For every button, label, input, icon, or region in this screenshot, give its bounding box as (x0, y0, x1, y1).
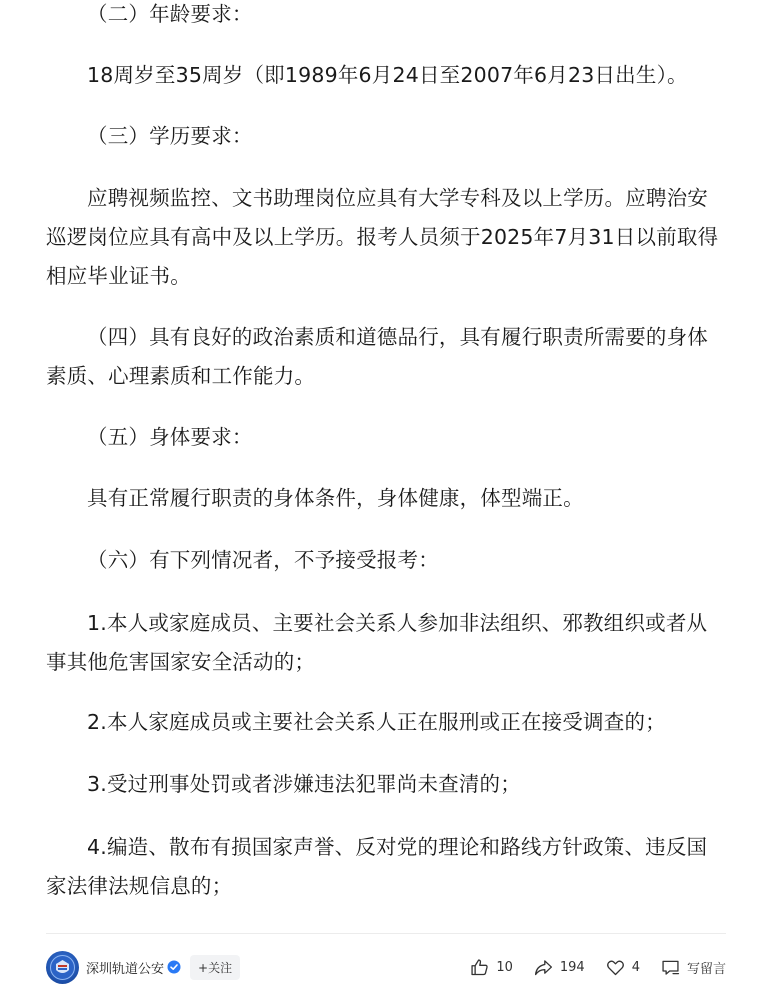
share-count: 194 (559, 959, 585, 975)
engagement-actions (469, 954, 726, 980)
share-button[interactable] (533, 957, 585, 978)
verified-badge-icon (167, 960, 181, 974)
comment-icon (660, 957, 681, 978)
comment-label: 写留言 (686, 961, 726, 977)
account-info[interactable] (46, 950, 240, 984)
paragraph-education-detail: 应聘视频监控、文书助理岗位应具有大学专科及以上学历。应聘治安巡逻岗位应具有高中及以上学历。报考人员须于2025年7月31日以前取得相应毕业证书。 (46, 186, 719, 288)
favorite-button[interactable] (605, 957, 640, 978)
like-button[interactable] (469, 957, 513, 978)
paragraph-education-heading: （三）学历要求： (87, 124, 253, 148)
like-count: 10 (496, 959, 513, 975)
favorite-count: 4 (631, 959, 640, 975)
paragraph-physical-detail: 具有正常履行职责的身体条件，身体健康，体型端正。 (87, 486, 584, 510)
paragraph-exclusion-heading: （六）有下列情况者，不予接受报考： (87, 548, 439, 572)
police-emblem-avatar[interactable] (46, 951, 79, 984)
comment-button[interactable] (660, 957, 726, 978)
paragraph-exclusion-item-4: 4.编造、散布有损国家声誉、反对党的理论和路线方针政策、违反国家法律法规信息的； (46, 835, 708, 898)
thumb-up-icon (469, 957, 490, 978)
paragraph-age-heading: （二）年龄要求： (87, 2, 253, 26)
heart-icon (605, 957, 626, 978)
paragraph-exclusion-item-1: 1.本人或家庭成员、主要社会关系人参加非法组织、邪教组织或者从事其他危害国家安全活动的； (46, 611, 708, 674)
paragraph-physical-heading: （五）身体要求： (87, 425, 253, 449)
paragraph-age-range: 18周岁至35周岁（即1989年6月24日至2007年6月23日出生）。 (87, 63, 688, 87)
paragraph-exclusion-item-3: 3.受过刑事处罚或者涉嫌违法犯罪尚未查清的； (87, 772, 521, 796)
account-name[interactable]: 深圳轨道公安 (86, 961, 165, 977)
paragraph-exclusion-item-2: 2.本人家庭成员或主要社会关系人正在服刑或正在接受调查的； (87, 710, 666, 734)
article-footer-bar (46, 933, 726, 987)
share-arrow-icon (533, 957, 554, 978)
follow-button[interactable]: +关注 (190, 955, 240, 980)
police-emblem-icon (46, 951, 79, 984)
paragraph-political-quality: （四）具有良好的政治素质和道德品行，具有履行职责所需要的身体素质、心理素质和工作能力。 (46, 325, 708, 388)
